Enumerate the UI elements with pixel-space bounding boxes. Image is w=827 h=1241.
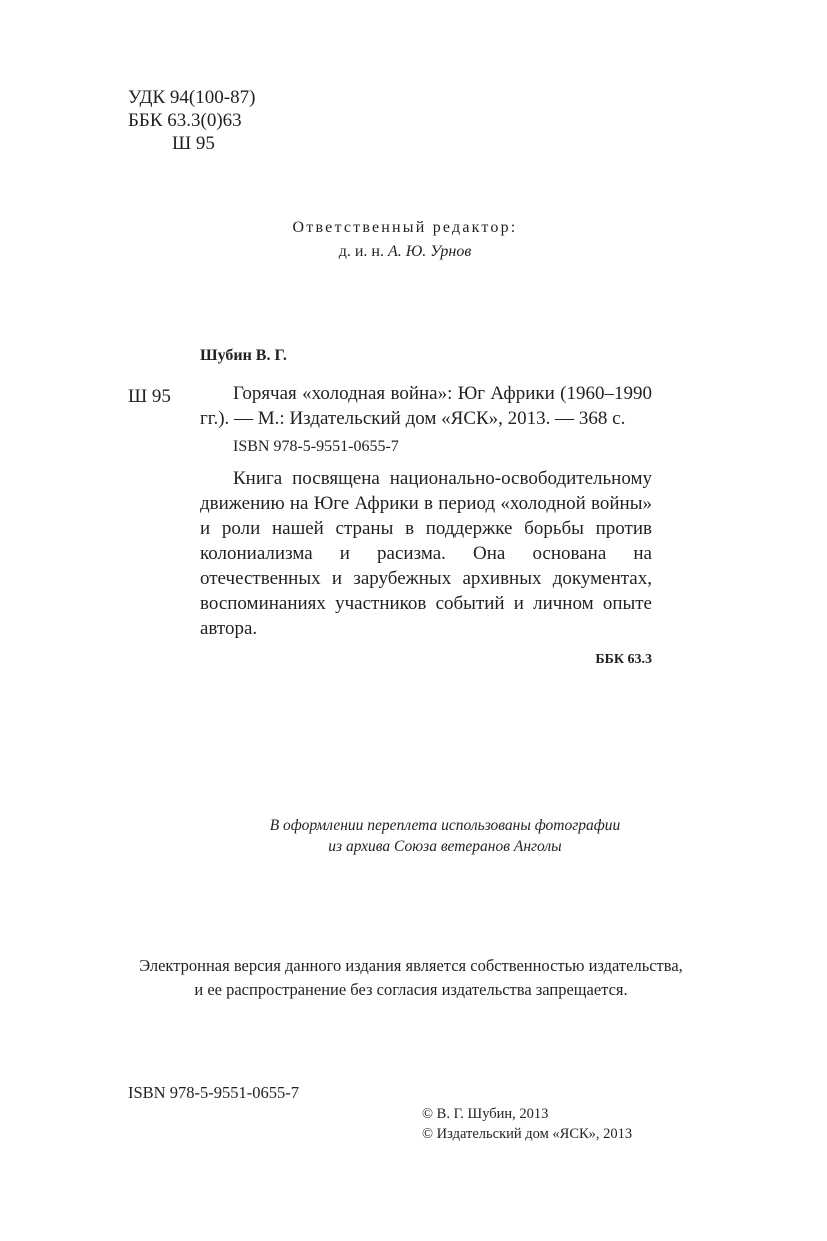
bbk-code: ББК 63.3(0)63 — [128, 110, 242, 131]
electronic-notice-line-2: и ее распространение без согласия издательства запрещается. — [194, 980, 628, 999]
footer-isbn: ISBN 978-5-9551-0655-7 — [128, 1083, 299, 1102]
entry-title: Горячая «холодная война»: Юг Африки (1960–1990 гг.). — М.: Издательский дом «ЯСК», 2013. — 368 с. — [200, 383, 652, 429]
bibliographic-entry — [200, 381, 652, 672]
editor-name: А. Ю. Урнов — [387, 243, 472, 260]
classification-codes — [128, 86, 255, 155]
entry-author-mark: Ш 95 — [128, 386, 171, 407]
cover-note — [0, 815, 827, 857]
cover-note-line-1: В оформлении переплета использованы фотографии — [269, 817, 621, 834]
editor-credit — [0, 240, 810, 264]
copyright-block — [422, 1104, 632, 1144]
responsible-editor — [0, 216, 810, 264]
author-mark: Ш 95 — [172, 133, 215, 154]
editor-label: Ответственный редактор: — [292, 219, 518, 236]
electronic-notice — [0, 954, 822, 1002]
copyright-publisher: © Издательский дом «ЯСК», 2013 — [422, 1126, 633, 1142]
udk-code: УДК 94(100-87) — [128, 87, 256, 108]
editor-degree: д. и. н. — [338, 243, 384, 260]
entry-annotation: Книга посвящена национально-освободительному движению на Юге Африки в период «холодной войны» и роли нашей страны в поддержке борьбы против колониализма и расизма. Она основана на отечественных и зарубежных архивных документах, воспоминаниях участников событий и личном опыте автора. — [200, 468, 652, 639]
entry-author: Шубин В. Г. — [200, 347, 287, 364]
entry-isbn: ISBN 978-5-9551-0655-7 — [233, 438, 399, 455]
cover-note-line-2: из архива Союза ветеранов Анголы — [328, 838, 562, 855]
copyright-author: © В. Г. Шубин, 2013 — [422, 1106, 549, 1122]
entry-bbk: ББК 63.3 — [595, 652, 652, 667]
electronic-notice-line-1: Электронная версия данного издания является собственностью издательства, — [139, 956, 683, 975]
